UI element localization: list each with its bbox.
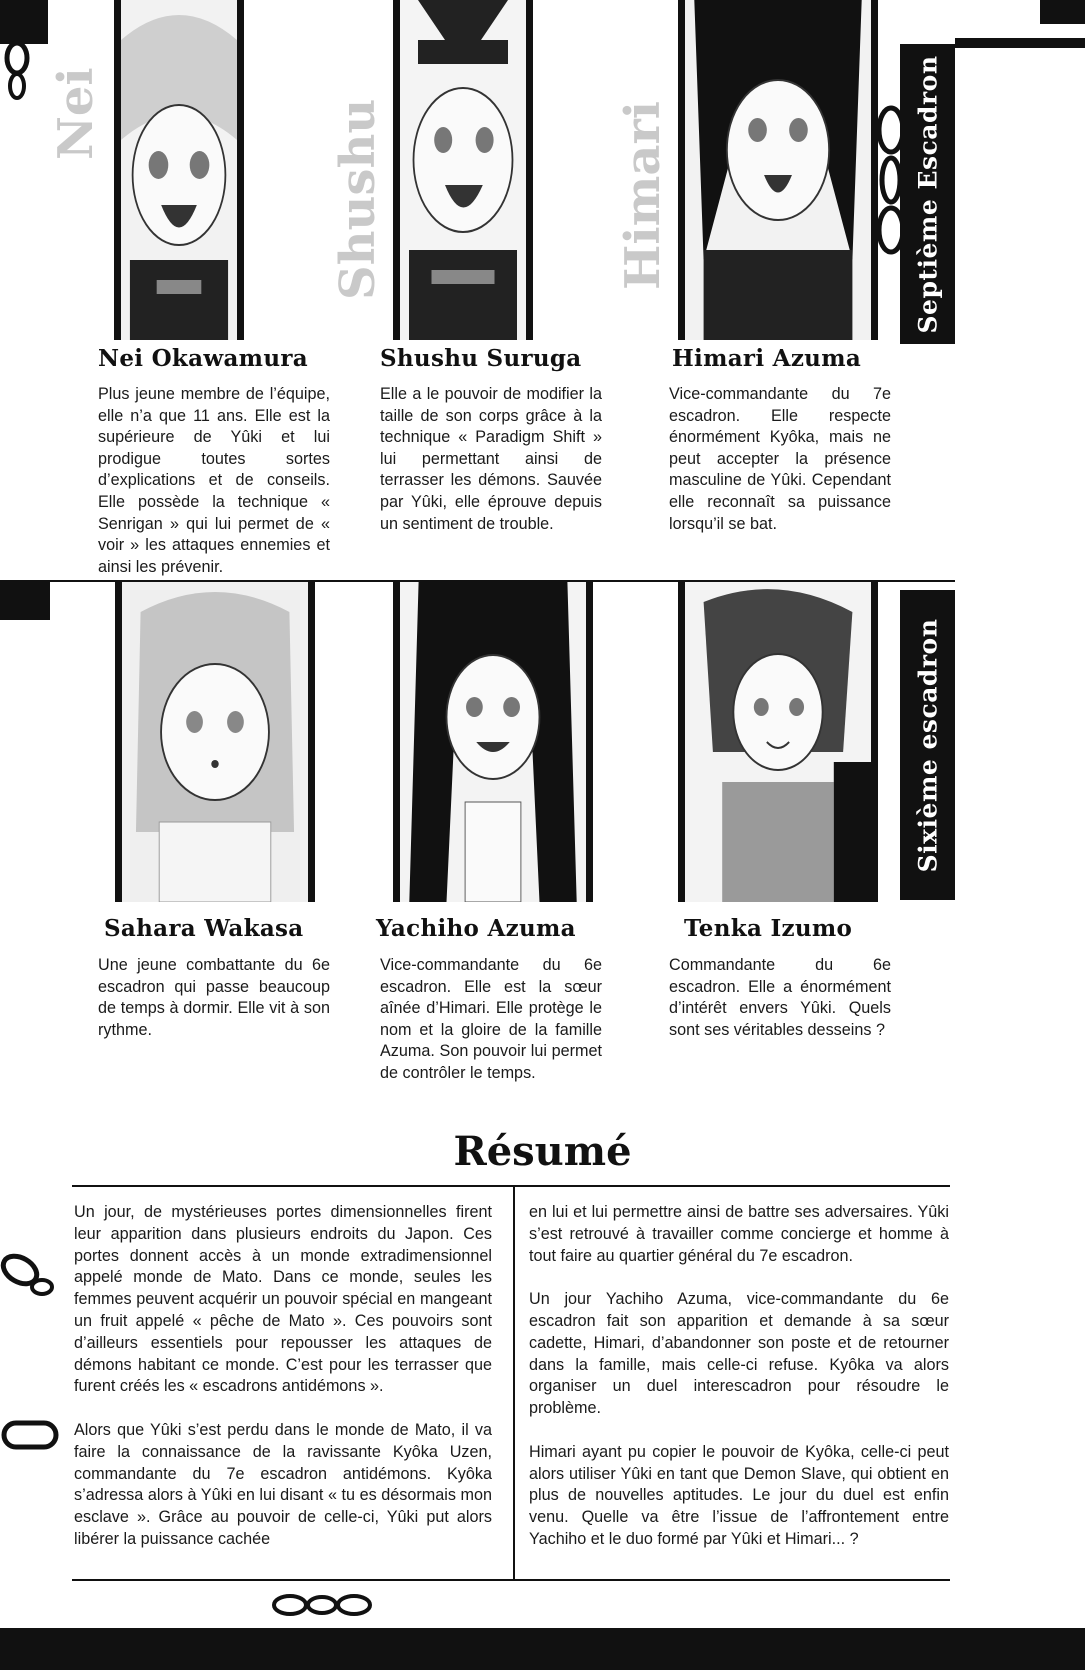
vertical-name-himari: Himari	[615, 101, 671, 290]
character-description-shushu: Elle a le pouvoir de modifier la taille de son corps grâce à la technique « Paradigm Shift » lui permettant ainsi de terrasser les démons. Sauvée par Yûki, elle éprouve depuis un sentiment de trouble.	[380, 385, 602, 533]
character-name-sahara: Sahara Wakasa	[104, 915, 304, 942]
character-description-sahara: Une jeune combattante du 6e escadron qui passe beaucoup de temps à dormir. Elle vit à son rythme.	[98, 956, 330, 1039]
portrait-sahara	[115, 582, 315, 902]
character-description-nei: Plus jeune membre de l’équipe, elle n’a que 11 ans. Elle est la supérieure de Yûki et lui prodigue toutes sortes d’explications et de conseils. Elle possède la technique « Senrigan » qui lui permet de « voir » les attaques ennemies et ainsi les prévenir.	[98, 385, 330, 576]
summary-paragraph: Un jour Yachiho Azuma, vice-commandante du 6e escadron fait son apparition et demande à sa sœur cadette, Himari, d’abandonner son poste et de retourner dans la famille, mais celle-ci refuse. Kyôka va alors organiser un duel interescadron pour résoudre le problème.	[529, 1290, 949, 1418]
portrait-tenka	[678, 582, 878, 902]
character-description-himari: Vice-commandante du 7e escadron. Elle respecte énormément Kyôka, mais ne peut accepter la présence masculine de Yûki. Cependant elle reconnaît sa puissance lorsqu’il se bat.	[669, 385, 891, 533]
vertical-name-nei: Nei	[48, 67, 104, 160]
chain-decoration-top-left	[0, 40, 34, 100]
portrait-yachiho	[393, 582, 593, 902]
summary-column-separator	[513, 1187, 515, 1579]
character-name-tenka: Tenka Izumo	[684, 915, 853, 942]
portrait-nei	[114, 0, 244, 340]
portrait-himari	[678, 0, 878, 340]
top-left-black-block	[0, 0, 48, 44]
banner-septieme-label: Septième Escadron	[913, 54, 943, 334]
character-name-shushu: Shushu Suruga	[380, 345, 582, 372]
bottom-black-bar	[0, 1628, 1085, 1670]
character-name-yachiho: Yachiho Azuma	[376, 915, 576, 942]
summary-top-rule	[72, 1185, 950, 1187]
portrait-shushu	[393, 0, 533, 340]
character-description-tenka: Commandante du 6e escadron. Elle a énormément d’intérêt envers Yûki. Quels sont ses véritables desseins ?	[669, 956, 891, 1039]
summary-bottom-rule	[72, 1579, 950, 1581]
summary-paragraph: Un jour, de mystérieuses portes dimensionnelles firent leur apparition dans plusieurs endroits du Japon. Ces portes donnent accès à un monde extradimensionnel appelé monde de Mato. Dans ce monde, seules les femmes peuvent acquérir un pouvoir spécial en mangeant un fruit appelé « pêche de Mato ». Ces pouvoirs sont d’ailleurs essentiels pour repousser les attaques de démons habitant ce monde. C’est pour les terrasser que furent créés les « escadrons antidémons ».	[74, 1203, 492, 1396]
chain-decoration-left-lower	[0, 1415, 62, 1455]
character-name-himari: Himari Azuma	[672, 345, 862, 372]
summary-right-column	[529, 1202, 949, 1573]
summary-paragraph: Himari ayant pu copier le pouvoir de Kyôka, celle-ci peut alors utiliser Yûki en tant que Demon Slave, qui obtient en plus de nouvelles aptitudes. Le jour du duel est enfin venu. Quelle va être l’issue de l’affrontement entre Yachiho et le duo formé par Yûki et Himari... ?	[529, 1442, 949, 1548]
chain-decoration-left-middle	[0, 1245, 60, 1305]
summary-title: Résumé	[453, 1128, 632, 1175]
summary-left-column	[74, 1202, 492, 1573]
banner-sixieme-escadron	[900, 590, 955, 900]
top-banner-bar	[955, 38, 1085, 48]
character-name-nei: Nei Okawamura	[98, 345, 308, 372]
summary-paragraph: en lui et lui permettre ainsi de battre ses adversaires. Yûki s’est retrouvé à travailler comme concierge et homme à tout faire au quartier général du 7e escadron.	[529, 1203, 949, 1265]
character-description-yachiho: Vice-commandante du 6e escadron. Elle est la sœur aînée d’Himari. Elle protège le nom et la gloire de la famille Azuma. Son pouvoir lui permet de contrôler le temps.	[380, 956, 602, 1082]
summary-paragraph: Alors que Yûki s’est perdu dans le monde de Mato, il va faire la connaissance de la ravissante Kyôka Uzen, commandante du 7e escadron antidémons. Kyôka s’adressa alors à Yûki en lui disant « tu es désormais mon esclave ». Grâce au pouvoir de celle-ci, Yûki put alors libérer la puissance cachée	[74, 1420, 492, 1548]
middle-left-black-block	[0, 582, 50, 620]
banner-sixieme-label: Sixième escadron	[913, 618, 943, 872]
vertical-name-shushu: Shushu	[330, 98, 386, 300]
chain-decoration-bottom	[270, 1590, 390, 1620]
banner-septieme-escadron	[900, 44, 955, 344]
top-right-black-block	[1040, 0, 1085, 24]
